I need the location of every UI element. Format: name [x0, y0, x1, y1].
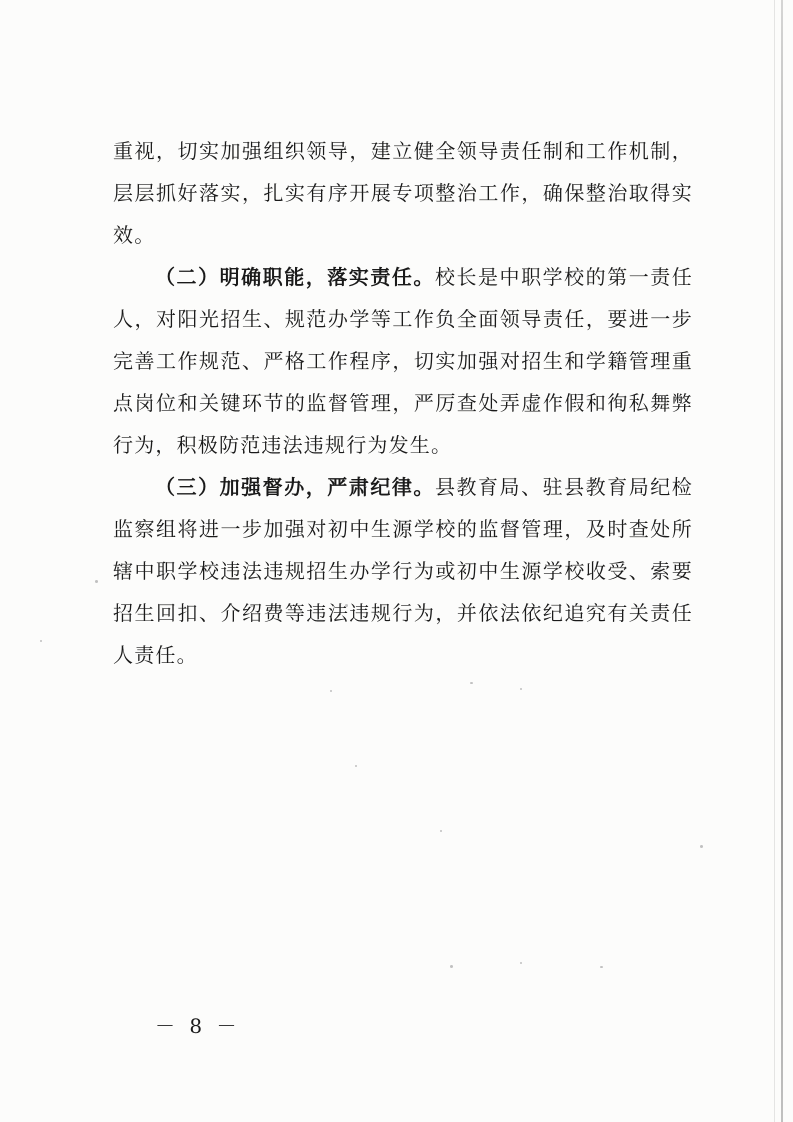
scan-speck	[700, 845, 703, 848]
scan-speck	[520, 688, 522, 690]
scan-speck	[450, 965, 453, 968]
paragraph-3	[113, 466, 693, 676]
scan-speck	[40, 640, 42, 642]
paragraph-3-lead: （三）加强督办，严肃纪律。	[155, 475, 435, 499]
scan-speck	[520, 962, 522, 964]
scan-speck	[470, 682, 473, 684]
scan-speck	[345, 604, 348, 607]
scan-speck	[95, 580, 98, 583]
scan-speck	[330, 690, 332, 692]
scan-speck	[355, 765, 357, 767]
paragraph-1-text: 重视，切实加强组织领导，建立健全领导责任制和工作机制，层层抓好落实，扎实有序开展专项整治工作，确保整治取得实效。	[113, 139, 693, 247]
paragraph-2-text: 校长是中职学校的第一责任人，对阳光招生、规范办学等工作负全面领导责任，要进一步完善工作规范、严格工作程序，切实加强对招生和学籍管理重点岗位和关键环节的监督管理，严厉查处弄虚作假和徇私舞弊行为，积极防范违法违规行为发生。	[113, 265, 693, 457]
paragraph-1	[113, 130, 693, 256]
scan-edge-shadow	[781, 0, 783, 1122]
paragraph-2-lead: （二）明确职能，落实责任。	[155, 265, 435, 289]
scan-speck	[250, 605, 253, 607]
scan-speck	[300, 610, 302, 612]
body-text	[113, 130, 693, 676]
scan-speck	[600, 966, 603, 968]
scan-edge-line	[774, 0, 775, 1122]
page-number: － 8 －	[155, 1014, 241, 1038]
scan-speck	[440, 830, 442, 832]
paragraph-2	[113, 256, 693, 466]
paragraph-3-text: 县教育局、驻县教育局纪检监察组将进一步加强对初中生源学校的监督管理，及时查处所辖中职学校违法违规招生办学行为或初中生源学校收受、索要招生回扣、介绍费等违法违规行为，并依法依纪追究有关责任人责任。	[113, 475, 693, 667]
